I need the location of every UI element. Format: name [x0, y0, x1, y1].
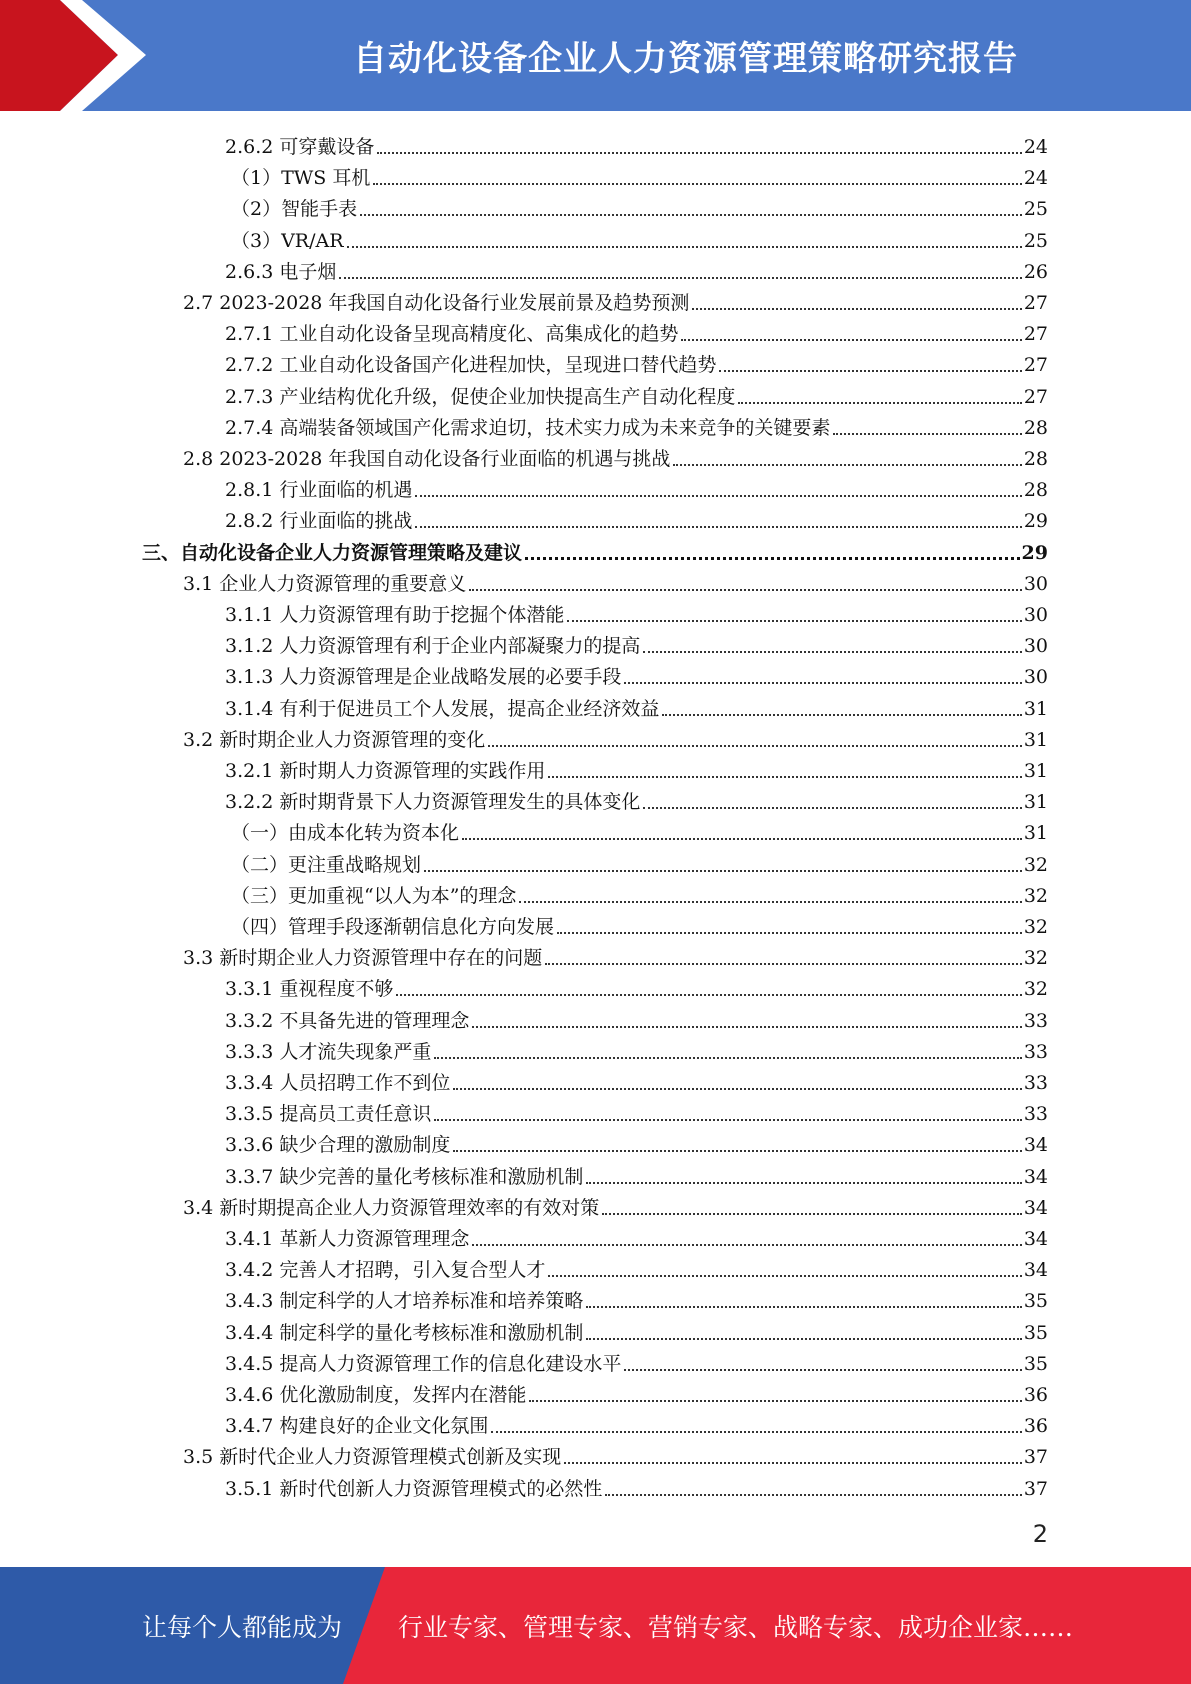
toc-entry-page: 30 — [1023, 666, 1048, 689]
toc-dot-leader — [548, 1275, 1021, 1277]
toc-entry[interactable] — [225, 128, 1048, 159]
toc-entry[interactable] — [225, 1345, 1048, 1376]
toc-entry-page: 30 — [1023, 635, 1048, 658]
toc-dot-leader — [415, 526, 1021, 528]
toc-dot-leader — [339, 277, 1021, 279]
toc-entry-title: 3.3.2 不具备先进的管理理念 — [225, 1009, 470, 1032]
toc-entry-title: 3.2.1 新时期人力资源管理的实践作用 — [225, 760, 546, 782]
toc-entry-page: 28 — [1023, 479, 1048, 502]
toc-entry-page: 31 — [1023, 697, 1048, 720]
toc-entry-page: 29 — [1021, 541, 1048, 564]
toc-dot-leader — [519, 901, 1021, 903]
toc-entry[interactable] — [225, 1220, 1048, 1251]
toc-entry-page: 34 — [1023, 1228, 1048, 1250]
toc-entry-title: 3.4.7 构建良好的企业文化氛围 — [225, 1415, 489, 1438]
toc-entry[interactable] — [231, 159, 1048, 190]
toc-entry-page: 34 — [1023, 1134, 1048, 1157]
toc-entry-title: （一）由成本化转为资本化 — [231, 822, 460, 845]
toc-entry[interactable] — [183, 440, 1048, 471]
footer-banner — [0, 1567, 1191, 1684]
toc-entry-title: 2.7.4 高端装备领域国产化需求迫切，技术实力成为未来竞争的关键要素 — [225, 416, 831, 439]
toc-entry[interactable] — [225, 409, 1048, 440]
toc-dot-leader — [586, 1306, 1021, 1308]
toc-dot-leader — [605, 1494, 1021, 1496]
toc-entry-page: 32 — [1023, 916, 1048, 938]
toc-dot-leader — [719, 370, 1021, 372]
toc-entry-title: 3.4.4 制定科学的量化考核标准和激励机制 — [225, 1321, 584, 1344]
report-header — [0, 0, 1191, 111]
toc-entry-page: 32 — [1023, 978, 1048, 1001]
toc-entry[interactable] — [231, 877, 1048, 908]
toc-entry-title: 3.5.1 新时代创新人力资源管理模式的必然性 — [225, 1477, 603, 1500]
toc-dot-leader — [643, 807, 1021, 809]
toc-entry[interactable] — [225, 1033, 1048, 1064]
toc-dot-leader — [415, 495, 1021, 497]
toc-entry[interactable] — [225, 1126, 1048, 1157]
toc-dot-leader — [529, 1400, 1021, 1402]
toc-dot-leader — [525, 557, 1020, 560]
toc-entry-title: 3.1.3 人力资源管理是企业战略发展的必要手段 — [225, 666, 622, 689]
toc-entry[interactable] — [225, 1407, 1048, 1438]
toc-entry-title: （四）管理手段逐渐朝信息化方向发展 — [231, 916, 555, 938]
toc-entry[interactable] — [231, 222, 1048, 253]
toc-entry[interactable] — [225, 1470, 1048, 1501]
toc-entry-page: 36 — [1023, 1384, 1048, 1406]
toc-dot-leader — [586, 1338, 1021, 1340]
footer-slogan-right: 行业专家、管理专家、营销专家、战略专家、成功企业家…… — [398, 1612, 1074, 1642]
toc-entry-title: （1）TWS 耳机 — [231, 167, 371, 190]
toc-dot-leader — [377, 152, 1021, 154]
report-title: 自动化设备企业人力资源管理策略研究报告 — [353, 39, 1018, 79]
toc-entry[interactable] — [231, 814, 1048, 845]
toc-entry-title: 2.6.3 电子烟 — [225, 260, 337, 283]
toc-entry[interactable] — [225, 752, 1048, 783]
toc-entry-page: 31 — [1023, 728, 1048, 751]
toc-dot-leader — [557, 932, 1022, 934]
toc-entry-title: 三、自动化设备企业人力资源管理策略及建议 — [142, 541, 523, 564]
toc-entry-title: 3.2 新时期企业人力资源管理的变化 — [183, 728, 486, 751]
toc-entry-page: 28 — [1023, 416, 1048, 439]
toc-entry[interactable] — [225, 627, 1048, 658]
toc-dot-leader — [738, 402, 1021, 404]
toc-dot-leader — [373, 183, 1021, 185]
toc-entry-title: 3.3.1 重视程度不够 — [225, 978, 394, 1001]
toc-entry[interactable] — [183, 284, 1048, 315]
toc-entry-page: 33 — [1023, 1103, 1048, 1126]
toc-dot-leader — [434, 1057, 1021, 1059]
toc-entry-page: 35 — [1023, 1321, 1048, 1344]
toc-entry[interactable] — [225, 690, 1048, 721]
toc-dot-leader — [624, 1369, 1021, 1371]
toc-entry-page: 36 — [1023, 1415, 1048, 1438]
toc-entry[interactable] — [183, 565, 1048, 596]
toc-entry-title: 2.6.2 可穿戴设备 — [225, 136, 375, 158]
toc-entry[interactable] — [231, 846, 1048, 877]
toc-dot-leader — [469, 589, 1022, 591]
toc-entry[interactable] — [225, 315, 1048, 346]
toc-entry[interactable] — [225, 378, 1048, 409]
toc-entry-title: （二）更注重战略规划 — [231, 853, 422, 876]
toc-entry-title: 3.1.2 人力资源管理有利于企业内部凝聚力的提高 — [225, 635, 641, 658]
toc-entry-page: 37 — [1023, 1446, 1048, 1469]
toc-entry-page: 34 — [1023, 1196, 1048, 1219]
toc-dot-leader — [673, 464, 1021, 466]
toc-entry-page: 27 — [1023, 385, 1048, 408]
toc-entry-title: 3.1.1 人力资源管理有助于挖掘个体潜能 — [225, 604, 565, 626]
toc-entry-title: 3.4.2 完善人才招聘，引入复合型人才 — [225, 1259, 546, 1282]
header-chevron-logo — [0, 0, 200, 111]
toc-entry-title: 3.4.6 优化激励制度，发挥内在潜能 — [225, 1384, 527, 1406]
toc-entry-title: 2.8.1 行业面临的机遇 — [225, 479, 413, 502]
toc-entry[interactable] — [183, 1189, 1048, 1220]
toc-dot-leader — [453, 1088, 1021, 1090]
toc-dot-leader — [488, 745, 1022, 747]
toc-entry-title: 3.2.2 新时期背景下人力资源管理发生的具体变化 — [225, 791, 641, 814]
toc-dot-leader — [681, 339, 1021, 341]
toc-entry-page: 27 — [1023, 354, 1048, 377]
toc-entry-page: 26 — [1023, 260, 1048, 283]
toc-entry-page: 27 — [1023, 323, 1048, 346]
toc-dot-leader — [472, 1026, 1021, 1028]
toc-entry[interactable] — [225, 502, 1048, 533]
toc-entry[interactable] — [225, 596, 1048, 627]
toc-entry-title: 3.4.3 制定科学的人才培养标准和培养策略 — [225, 1290, 584, 1313]
toc-entry-page: 31 — [1023, 760, 1048, 782]
toc-dot-leader — [548, 776, 1021, 778]
toc-entry-title: 2.7.3 产业结构优化升级，促使企业加快提高生产自动化程度 — [225, 385, 736, 408]
toc-entry-page: 28 — [1023, 448, 1048, 470]
footer-slogan-left: 让每个人都能成为 — [142, 1612, 343, 1642]
toc-entry-title: 3.3.5 提高员工责任意识 — [225, 1103, 432, 1126]
toc-entry-title: 3.1.4 有利于促进员工个人发展，提高企业经济效益 — [225, 697, 660, 720]
toc-dot-leader — [624, 682, 1021, 684]
toc-entry-title: 3.3 新时期企业人力资源管理中存在的问题 — [183, 947, 543, 970]
toc-entry[interactable] — [231, 190, 1048, 221]
toc-entry-page: 29 — [1023, 510, 1048, 533]
toc-entry-title: 2.8.2 行业面临的挑战 — [225, 510, 413, 533]
toc-entry-page: 32 — [1023, 884, 1048, 907]
toc-dot-leader — [692, 308, 1021, 310]
toc-entry-page: 25 — [1023, 229, 1048, 252]
toc-dot-leader — [491, 1431, 1021, 1433]
toc-dot-leader — [545, 963, 1022, 965]
toc-entry-title: 3.3.6 缺少合理的激励制度 — [225, 1134, 451, 1157]
toc-entry-title: 3.4.5 提高人力资源管理工作的信息化建设水平 — [225, 1352, 622, 1375]
toc-entry-title: 2.7.1 工业自动化设备呈现高精度化、高集成化的趋势 — [225, 323, 679, 346]
toc-dot-leader — [396, 994, 1021, 996]
page-number: 2 — [1032, 1520, 1048, 1548]
toc-entry-page: 32 — [1023, 947, 1048, 970]
toc-entry-title: （三）更加重视“以人为本”的理念 — [231, 884, 517, 907]
toc-entry[interactable] — [225, 1064, 1048, 1095]
toc-entry[interactable] — [225, 1282, 1048, 1313]
toc-entry-page: 34 — [1023, 1165, 1048, 1188]
toc-entry[interactable] — [225, 1095, 1048, 1126]
toc-dot-leader — [586, 1182, 1021, 1184]
toc-entry-title: （3）VR/AR — [231, 229, 344, 252]
toc-entry-title: （2）智能手表 — [231, 198, 358, 221]
toc-entry-page: 24 — [1023, 136, 1048, 158]
toc-entry-page: 34 — [1023, 1259, 1048, 1282]
toc-entry[interactable] — [225, 471, 1048, 502]
toc-entry-page: 37 — [1023, 1477, 1048, 1500]
toc-entry[interactable] — [225, 1376, 1048, 1407]
toc-dot-leader — [567, 620, 1021, 622]
toc-entry[interactable] — [225, 658, 1048, 689]
toc-entry-page: 33 — [1023, 1072, 1048, 1094]
toc-dot-leader — [424, 870, 1022, 872]
toc-entry-title: 3.3.7 缺少完善的量化考核标准和激励机制 — [225, 1165, 584, 1188]
toc-entry[interactable] — [225, 1158, 1048, 1189]
toc-entry-page: 31 — [1023, 791, 1048, 814]
toc-entry-page: 35 — [1023, 1290, 1048, 1313]
toc-dot-leader — [453, 1150, 1021, 1152]
toc-entry[interactable] — [225, 1251, 1048, 1282]
toc-dot-leader — [472, 1244, 1021, 1246]
toc-entry[interactable] — [225, 346, 1048, 377]
toc-entry-title: 2.7.2 工业自动化设备国产化进程加快，呈现进口替代趋势 — [225, 354, 717, 377]
toc-entry-title: 3.3.3 人才流失现象严重 — [225, 1040, 432, 1063]
toc-entry[interactable] — [183, 1438, 1048, 1469]
toc-entry-title: 3.4.1 革新人力资源管理理念 — [225, 1228, 470, 1250]
toc-dot-leader — [462, 838, 1022, 840]
toc-entry-title: 3.5 新时代企业人力资源管理模式创新及实现 — [183, 1446, 562, 1469]
toc-dot-leader — [643, 651, 1021, 653]
toc-entry-title: 2.7 2023-2028 年我国自动化设备行业发展前景及趋势预测 — [183, 292, 690, 314]
toc-entry[interactable] — [231, 908, 1048, 939]
toc-entry-page: 35 — [1023, 1352, 1048, 1375]
toc-entry[interactable] — [183, 939, 1048, 970]
toc-entry-title: 3.4 新时期提高企业人力资源管理效率的有效对策 — [183, 1196, 600, 1219]
toc-dot-leader — [602, 1213, 1022, 1215]
toc-entry-page: 31 — [1023, 822, 1048, 845]
toc-dot-leader — [833, 433, 1021, 435]
toc-dot-leader — [662, 714, 1021, 716]
toc-entry-page: 30 — [1023, 604, 1048, 626]
toc-entry-page: 33 — [1023, 1040, 1048, 1063]
toc-entry-page: 33 — [1023, 1009, 1048, 1032]
toc-entry-page: 24 — [1023, 167, 1048, 190]
toc-dot-leader — [564, 1462, 1022, 1464]
toc-entry[interactable] — [225, 783, 1048, 814]
toc-dot-leader — [347, 246, 1022, 248]
toc-entry-title: 3.3.4 人员招聘工作不到位 — [225, 1072, 451, 1094]
toc-dot-leader — [434, 1119, 1021, 1121]
toc-dot-leader — [360, 214, 1022, 216]
toc-entry[interactable] — [225, 970, 1048, 1001]
toc-entry[interactable] — [225, 1314, 1048, 1345]
toc-entry[interactable] — [225, 253, 1048, 284]
toc-entry-page: 25 — [1023, 198, 1048, 221]
toc-entry-page: 30 — [1023, 572, 1048, 595]
toc-entry[interactable] — [225, 1002, 1048, 1033]
toc-entry-title: 2.8 2023-2028 年我国自动化设备行业面临的机遇与挑战 — [183, 448, 671, 470]
toc-entry[interactable] — [142, 534, 1048, 565]
toc-entry-title: 3.1 企业人力资源管理的重要意义 — [183, 572, 467, 595]
toc-entry-page: 32 — [1023, 853, 1048, 876]
toc-entry-page: 27 — [1023, 292, 1048, 314]
toc-entry[interactable] — [183, 721, 1048, 752]
